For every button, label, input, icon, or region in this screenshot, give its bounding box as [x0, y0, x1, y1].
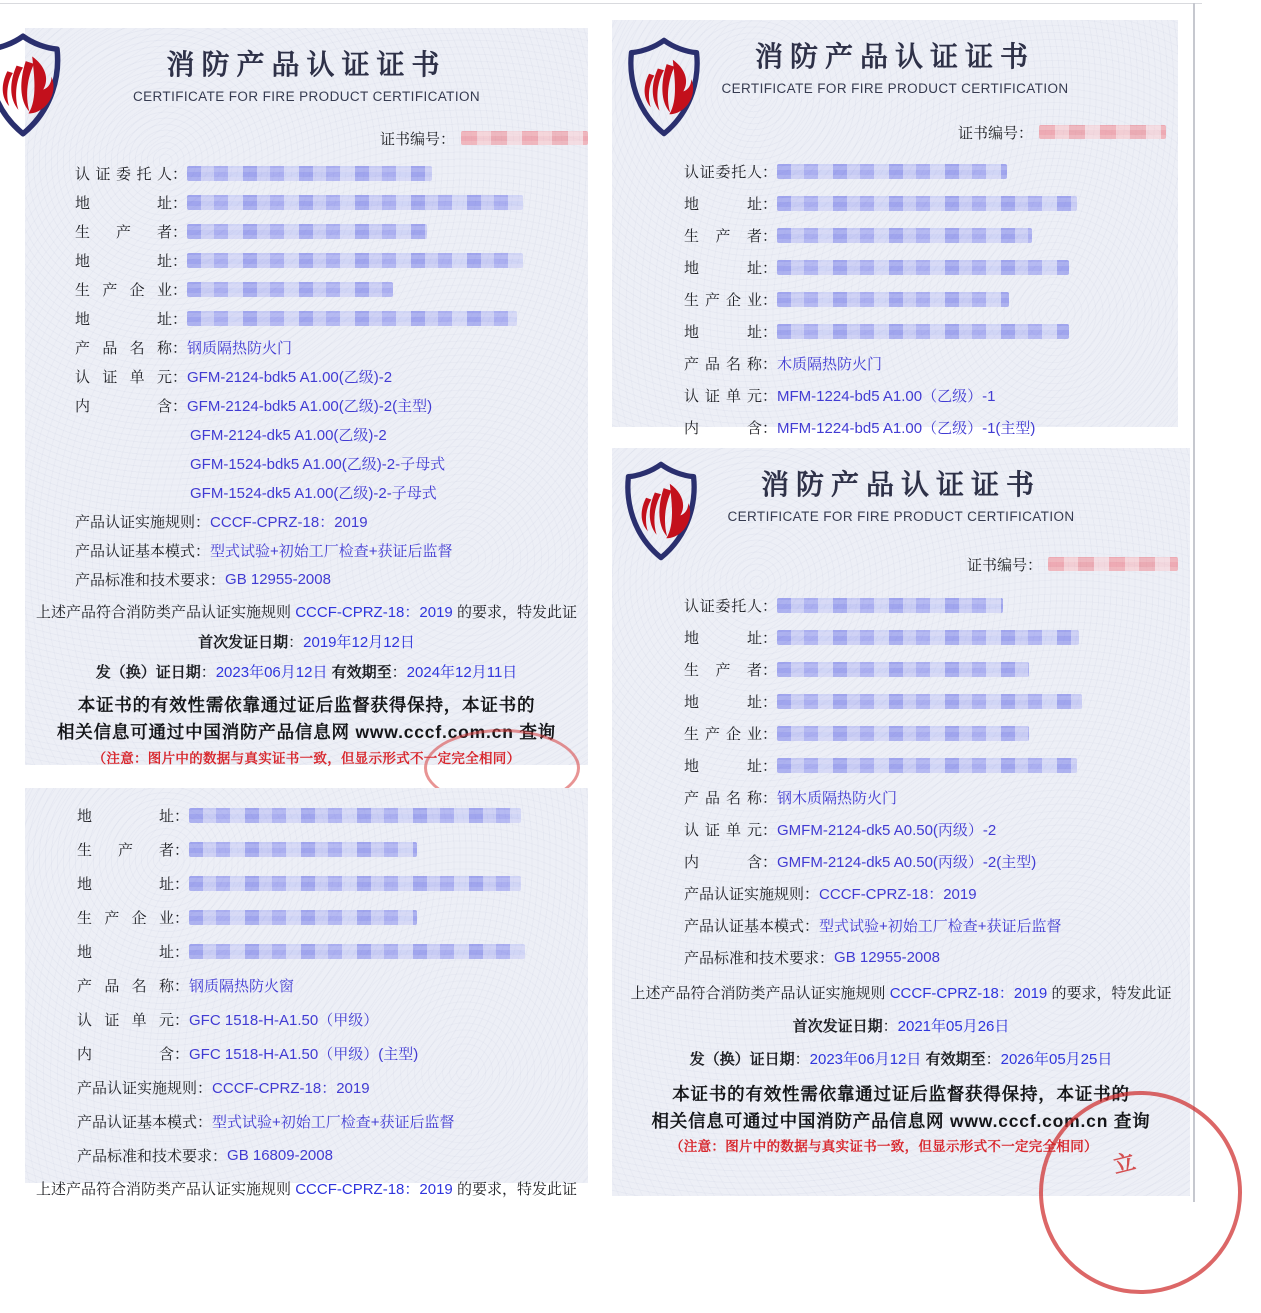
redacted-value: [777, 694, 1082, 709]
row-standard: 产品标准和技术要求 ： GB 12955-2008: [684, 948, 940, 967]
compliance-statement-clipped: 上述产品符合消防类产品认证实施规则 CCCF-CPRZ-18：2019 的要求，特发此证: [36, 1181, 577, 1198]
row-impl-rule: 产品认证实施规则 ： CCCF-CPRZ-18：2019: [77, 1079, 370, 1097]
row-applicant: 认证委托人 ：: [684, 589, 1190, 621]
red-seal-character: 立: [1110, 1148, 1138, 1179]
redacted-value: [189, 876, 521, 891]
row-cert-unit: 认证单元 ： GMFM-2124-dk5 A0.50(丙级）-2: [684, 821, 997, 839]
row-producer: 生产者 ：: [684, 653, 1190, 685]
clipped-red-note: （注意：图片中的数据与真实证书一致，但显示形式不一定完全相同）: [92, 751, 521, 766]
row-basic-mode: 产品认证基本模式 ： 型式试验+初始工厂检查+获证后监督: [684, 917, 1062, 935]
redacted-value: [187, 253, 523, 268]
row-product-name: 产品名称 ： 钢质隔热防火窗: [77, 977, 295, 995]
row-impl-rule: 产品认证实施规则 ： CCCF-CPRZ-18：2019: [684, 885, 977, 903]
row-applicant: 认证委托人 ：: [684, 155, 1178, 187]
row-contains: 内含 ： GFM-2124-bdk5 A1.00(乙级)-2(主型): [75, 398, 433, 415]
certificate-subtitle: CERTIFICATE FOR FIRE PRODUCT CERTIFICATION: [721, 81, 1069, 96]
certificate-subtitle: CERTIFICATE FOR FIRE PRODUCT CERTIFICATION: [727, 509, 1075, 524]
cert-number-redaction: [1039, 125, 1166, 139]
redacted-value: [777, 292, 1009, 307]
redacted-value: [777, 228, 1032, 243]
redacted-value: [189, 808, 521, 823]
redacted-value: [777, 662, 1029, 677]
row-standard: 产品标准和技术要求 ： GB 12955-2008: [75, 571, 331, 589]
row-basic-mode: 产品认证基本模式 ： 型式试验+初始工厂检查+获证后监督: [75, 543, 453, 560]
row-producer: 生产者 ：: [77, 832, 588, 866]
row-address: 地址 ：: [75, 304, 588, 333]
field-list: [77, 798, 588, 1172]
field-list: [75, 159, 588, 594]
redacted-value: [777, 164, 1007, 179]
row-contains: 内含 ： MFM-1224-bd5 A1.00（乙级）-1(主型): [684, 419, 1036, 437]
page-top-divider: [0, 3, 1202, 4]
certificate-bottom-right: [612, 448, 1190, 1196]
cert-number-label: 证书编号: [957, 124, 1018, 142]
compliance-statement: 上述产品符合消防类产品认证实施规则 CCCF-CPRZ-18：2019 的要求，特发此证: [630, 985, 1172, 1002]
row-applicant: 认证委托人 ：: [75, 159, 588, 188]
validity-notice-line2: 相关信息可通过中国消防产品信息网 www.cccf.com.cn 查询: [651, 1111, 1151, 1131]
page-right-divider: [1193, 3, 1195, 1202]
certificate-subtitle: CERTIFICATE FOR FIRE PRODUCT CERTIFICATION: [132, 89, 481, 104]
red-note: （注意：图片中的数据与真实证书一致，但显示形式不一定完全相同）: [670, 1139, 1098, 1154]
redacted-value: [777, 196, 1077, 211]
row-address: 地址 ：: [684, 621, 1190, 653]
row-address: 地址 ：: [684, 315, 1178, 347]
validity-notice-line2: 相关信息可通过中国消防产品信息网 www.cccf.com.cn 查询: [57, 722, 556, 742]
redacted-value: [187, 282, 393, 297]
validity-notice-line1: 本证书的有效性需依靠通过证后监督获得保持，本证书的: [672, 1084, 1130, 1104]
row-standard: 产品标准和技术要求 ： GB 16809-2008: [77, 1146, 333, 1165]
cert-number-row: 证书编号 ：: [612, 555, 1190, 573]
redacted-value: [187, 195, 523, 210]
cert-number-redaction: [1048, 557, 1178, 571]
certificate-title: 消防产品认证证书: [166, 49, 447, 80]
cert-number-row: 证书编号 ：: [25, 129, 588, 147]
redacted-value: [189, 910, 417, 925]
row-product-name: 产品名称 ： 木质隔热防火门: [684, 355, 883, 373]
field-list: [684, 589, 1190, 973]
redacted-value: [189, 842, 417, 857]
redacted-value: [777, 758, 1077, 773]
redacted-value: [777, 598, 1003, 613]
certificate-title: 消防产品认证证书: [760, 469, 1041, 500]
row-producer: 生产者 ：: [684, 219, 1178, 251]
row-manufacturer: 生产企业 ：: [684, 283, 1178, 315]
row-address: 地址 ：: [684, 685, 1190, 717]
row-manufacturer: 生产企业 ：: [684, 717, 1190, 749]
first-issue-line: 首次发证日期：2021年05月26日: [792, 1018, 1010, 1035]
validity-notice-line1: 本证书的有效性需依靠通过证后监督获得保持，本证书的: [77, 695, 536, 715]
row-address: 地址 ：: [77, 866, 588, 900]
cert-number-label: 证书编号: [379, 130, 440, 148]
row-address: 地址 ：: [684, 749, 1190, 781]
row-address: 地址 ：: [77, 798, 588, 832]
row-product-name: 产品名称 ： 钢质隔热防火门: [75, 340, 293, 357]
row-cert-unit: 认证单元 ： GFC 1518-H-A1.50（甲级）: [77, 1011, 379, 1029]
row-address: 地址 ：: [684, 187, 1178, 219]
reissue-line: 发（换）证日期：2023年06月12日 有效期至：2026年05月25日: [689, 1051, 1113, 1068]
certificate-top-right: [612, 20, 1178, 437]
row-producer: 生产者 ：: [75, 217, 588, 246]
compliance-statement: 上述产品符合消防类产品认证实施规则 CCCF-CPRZ-18：2019 的要求，特发此证: [36, 604, 577, 621]
row-contains: 内含 ： GFC 1518-H-A1.50（甲级）(主型): [77, 1045, 419, 1063]
row-contains-extra: GFM-1524-dk5 A1.00(乙级)-2-子母式: [190, 485, 437, 502]
first-issue-line: 首次发证日期：2019年12月12日: [198, 634, 415, 651]
redacted-value: [189, 944, 525, 959]
row-address: 地址 ：: [684, 251, 1178, 283]
row-manufacturer: 生产企业 ：: [75, 275, 588, 304]
redacted-value: [187, 224, 427, 239]
redacted-value: [777, 260, 1069, 275]
fire-shield-logo: [617, 458, 705, 564]
cert-number-redaction: [461, 131, 588, 145]
row-address: 地址 ：: [75, 246, 588, 275]
cert-number-label: 证书编号: [966, 556, 1027, 574]
redacted-value: [187, 311, 517, 326]
row-contains: 内含 ： GMFM-2124-dk5 A0.50(丙级）-2(主型): [684, 853, 1037, 871]
field-list: [684, 155, 1178, 443]
row-contains-extra: GFM-1524-bdk5 A1.00(乙级)-2-子母式: [190, 456, 446, 473]
row-contains-extra: GFM-2124-dk5 A1.00(乙级)-2: [190, 427, 387, 444]
redacted-value: [777, 630, 1079, 645]
redacted-value: [777, 324, 1069, 339]
reissue-line: 发（换）证日期：2023年06月12日 有效期至：2024年12月11日: [95, 664, 518, 681]
row-cert-unit: 认证单元 ： GFM-2124-bdk5 A1.00(乙级)-2: [75, 369, 393, 386]
certificate-title: 消防产品认证证书: [754, 41, 1035, 72]
cert-number-row: 证书编号 ：: [612, 123, 1178, 141]
fire-shield-logo: [620, 34, 708, 140]
row-basic-mode: 产品认证基本模式 ： 型式试验+初始工厂检查+获证后监督: [77, 1113, 455, 1131]
row-manufacturer: 生产企业 ：: [77, 900, 588, 934]
redacted-value: [187, 166, 432, 181]
row-product-name: 产品名称 ： 钢木质隔热防火门: [684, 789, 898, 807]
certificate-top-left: [25, 28, 588, 765]
row-address: 地址 ：: [77, 934, 588, 968]
certificate-bottom-left: [25, 788, 588, 1198]
row-cert-unit: 认证单元 ： MFM-1224-bd5 A1.00（乙级）-1: [684, 387, 996, 405]
row-impl-rule: 产品认证实施规则 ： CCCF-CPRZ-18：2019: [75, 514, 368, 531]
fire-shield-logo: [0, 30, 69, 140]
redacted-value: [777, 726, 1029, 741]
row-address: 地址 ：: [75, 188, 588, 217]
